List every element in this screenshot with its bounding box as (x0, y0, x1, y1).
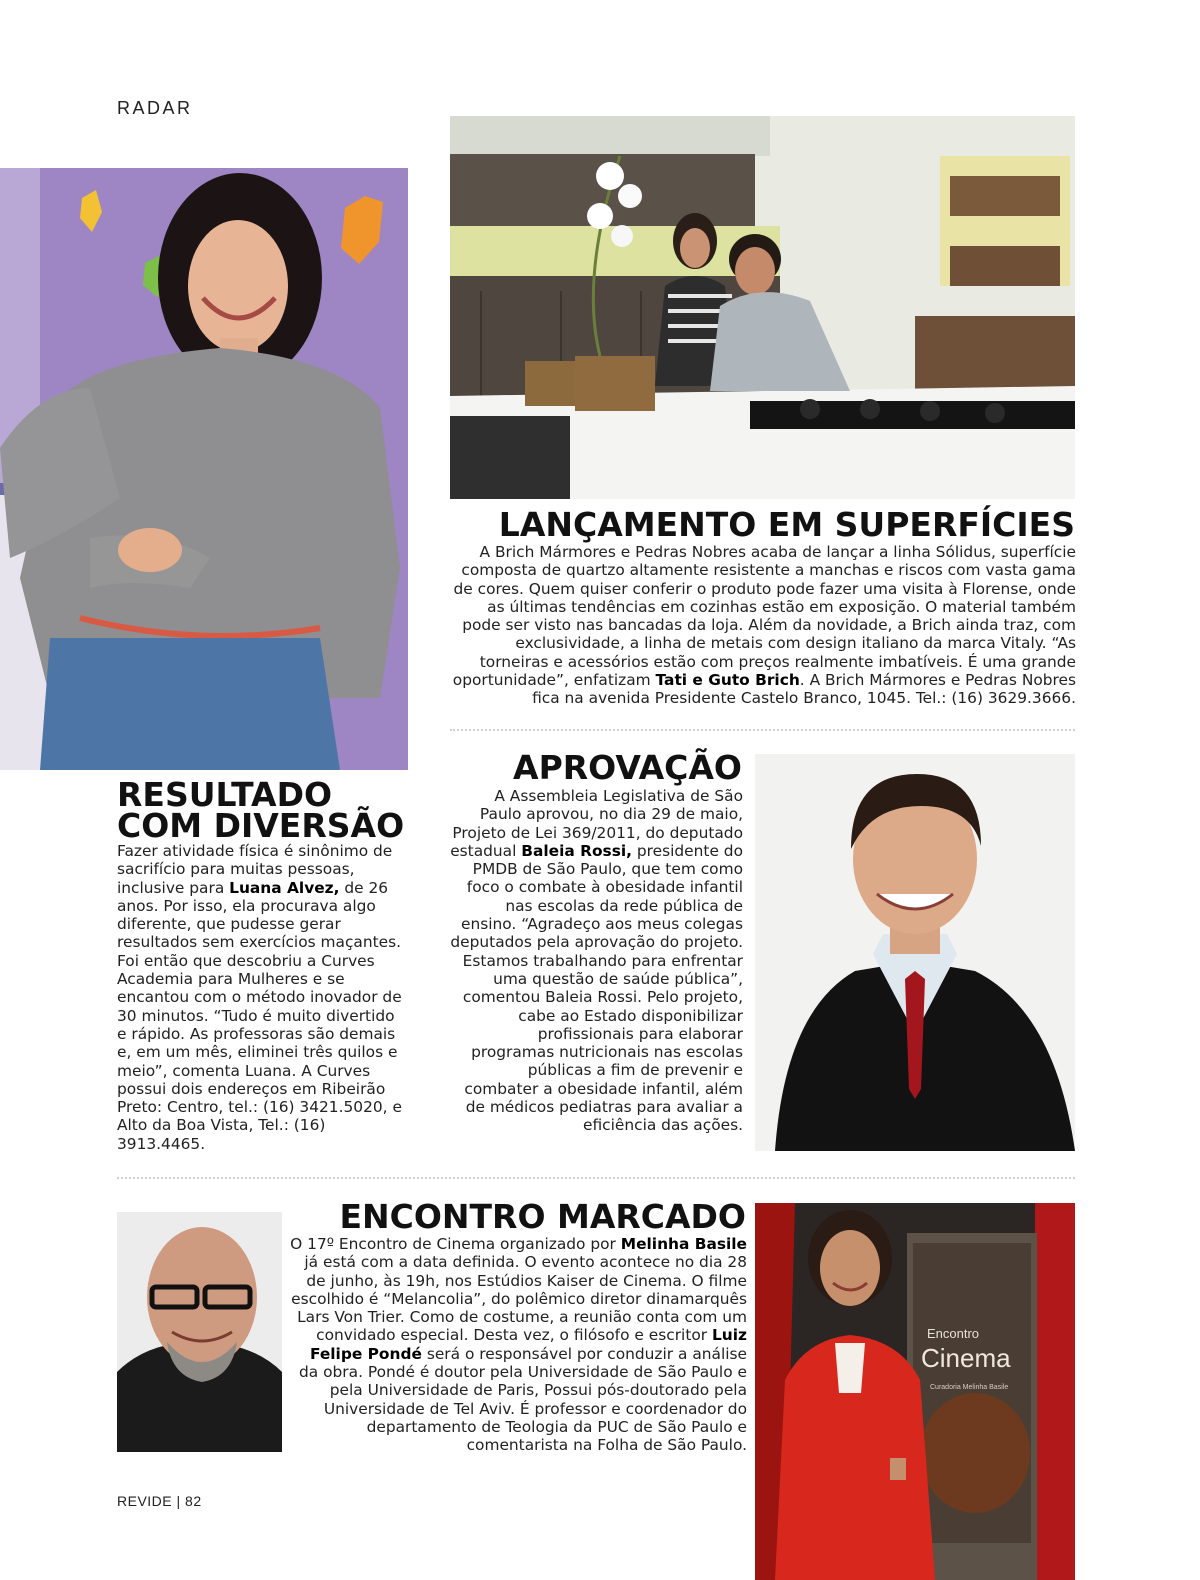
aprovacao-headline: APROVAÇÃO (513, 748, 742, 787)
resultado-text-2: de 26 anos. Por isso, ela procurava algo diferente, que pudesse gerar resultados sem exercícios maçantes. Foi então que descobriu a Curves Academia para Mulheres e se encantou com o método inovador de 30 minutos. “Tudo é muito divertido e rápido. As professoras são demais e, em um mês, eliminei três quilos e meio”, comenta Luana. A Curves possui dois endereços em Ribeirão Preto: Centro, tel.: (16) 3421.5020, e Alto da Boa Vista, Tel.: (16) 3913.4465. (117, 878, 402, 1153)
aprovacao-body (450, 787, 743, 1135)
resultado-headline-line1: RESULTADO (117, 775, 333, 814)
encontro-bold-name-2: Luiz Felipe Pondé (309, 1326, 747, 1363)
photo-melinha-basile (755, 1203, 1075, 1580)
resultado-body (117, 842, 403, 1153)
aprovacao-bold-name: Baleia Rossi, (521, 841, 632, 860)
section-label: RADAR (117, 98, 193, 118)
encontro-bold-name-1: Melinha Basile (620, 1235, 747, 1253)
lancamento-bold-names: Tati e Guto Brich (655, 671, 800, 690)
photo-kitchen-brich (450, 116, 1075, 499)
encontro-text-1: O 17º Encontro de Cinema organizado por (290, 1235, 616, 1253)
divider-dotted-1 (450, 729, 1075, 731)
resultado-text-1: Fazer atividade física é sinônimo de sacrifício para muitas pessoas, inclusive para (117, 842, 393, 897)
aprovacao-text-1: A Assembleia Legislativa de São Paulo aprovou, no dia 29 de maio, Projeto de Lei 369/2011, do deputado estadual (450, 787, 743, 860)
resultado-headline-line2: COM DIVERSÃO (117, 806, 405, 845)
lancamento-text-2: . A Brich Mármores e Pedras Nobres fica na avenida Presidente Castelo Branco, 1045. Tel.: (16) 3629.3666. (532, 671, 1076, 708)
lancamento-text-1: A Brich Mármores e Pedras Nobres acaba de lançar a linha Sólidus, superfície composta de quartzo altamente resistente a manchas e riscos com vasta gama de cores. Quem quiser conferir o produto pode fazer uma visita à Florense, onde as últimas tendências em cozinhas estão em exposição. O material também pode ser visto nas bancadas da loja. Além da novidade, a Brich ainda traz, com exclusividade, a linha de metais com design italiano da marca Vitaly. “As torneiras e acessórios estão com preços realmente imbatíveis. É uma grande oportunidade”, enfatizam (452, 543, 1076, 690)
resultado-bold-name: Luana Alvez, (229, 878, 340, 897)
divider-dotted-2 (117, 1177, 1075, 1179)
encontro-body (290, 1235, 747, 1455)
banner-text-cinema: Cinema (921, 1343, 1011, 1373)
footer-page-number: 82 (185, 1493, 202, 1509)
photo-luiz-felipe-ponde (117, 1212, 282, 1452)
encontro-headline: ENCONTRO MARCADO (339, 1197, 746, 1236)
resultado-headline (117, 775, 417, 845)
encontro-text-2: já está com a data definida. O evento acontece no dia 28 de junho, às 19h, nos Estúdios Kaiser de Cinema. O filme escolhido é “Melancolia”, do polêmico diretor dinamarquês Lars Von Trier. Como de costume, a reunião conta com um convidado especial. Desta vez, o filósofo e escritor (291, 1253, 747, 1345)
aprovacao-text-2: presidente do PMDB de São Paulo, que tem como foco o combate à obesidade infantil nas escolas da rede pública de ensino. “Agradeço aos meus colegas deputados pela aprovação do projeto. Estamos trabalhando para enfrentar uma questão de saúde pública”, comentou Baleia Rossi. Pelo projeto, cabe ao Estado disponibilizar profissionais para elaborar programas nutricionais nas escolas públicas a fim de prevenir e combater a obesidade infantil, além de médicos pediatras para avaliar a eficiência das ações. (450, 841, 743, 1135)
banner-text-encontro: Encontro (927, 1326, 980, 1341)
footer-magazine-name: REVIDE (117, 1493, 173, 1509)
lancamento-body (450, 543, 1076, 708)
page-footer (117, 1493, 202, 1509)
lancamento-headline: LANÇAMENTO EM SUPERFÍCIES (498, 505, 1075, 544)
banner-text-credit: Curadoria Melinha Basile (930, 1384, 1009, 1391)
photo-luana-alvez (0, 168, 408, 770)
photo-baleia-rossi (755, 754, 1075, 1151)
footer-separator: | (176, 1493, 181, 1509)
encontro-text-3: será o responsável por conduzir a análise da obra. Pondé é doutor pela Universidade de São Paulo e pela Universidade de Paris, Possui pós-doutorado pela Universidade de Tel Aviv. É professor e coordenador do departamento de Teologia da PUC de São Paulo e comentarista na Folha de São Paulo. (299, 1344, 747, 1455)
